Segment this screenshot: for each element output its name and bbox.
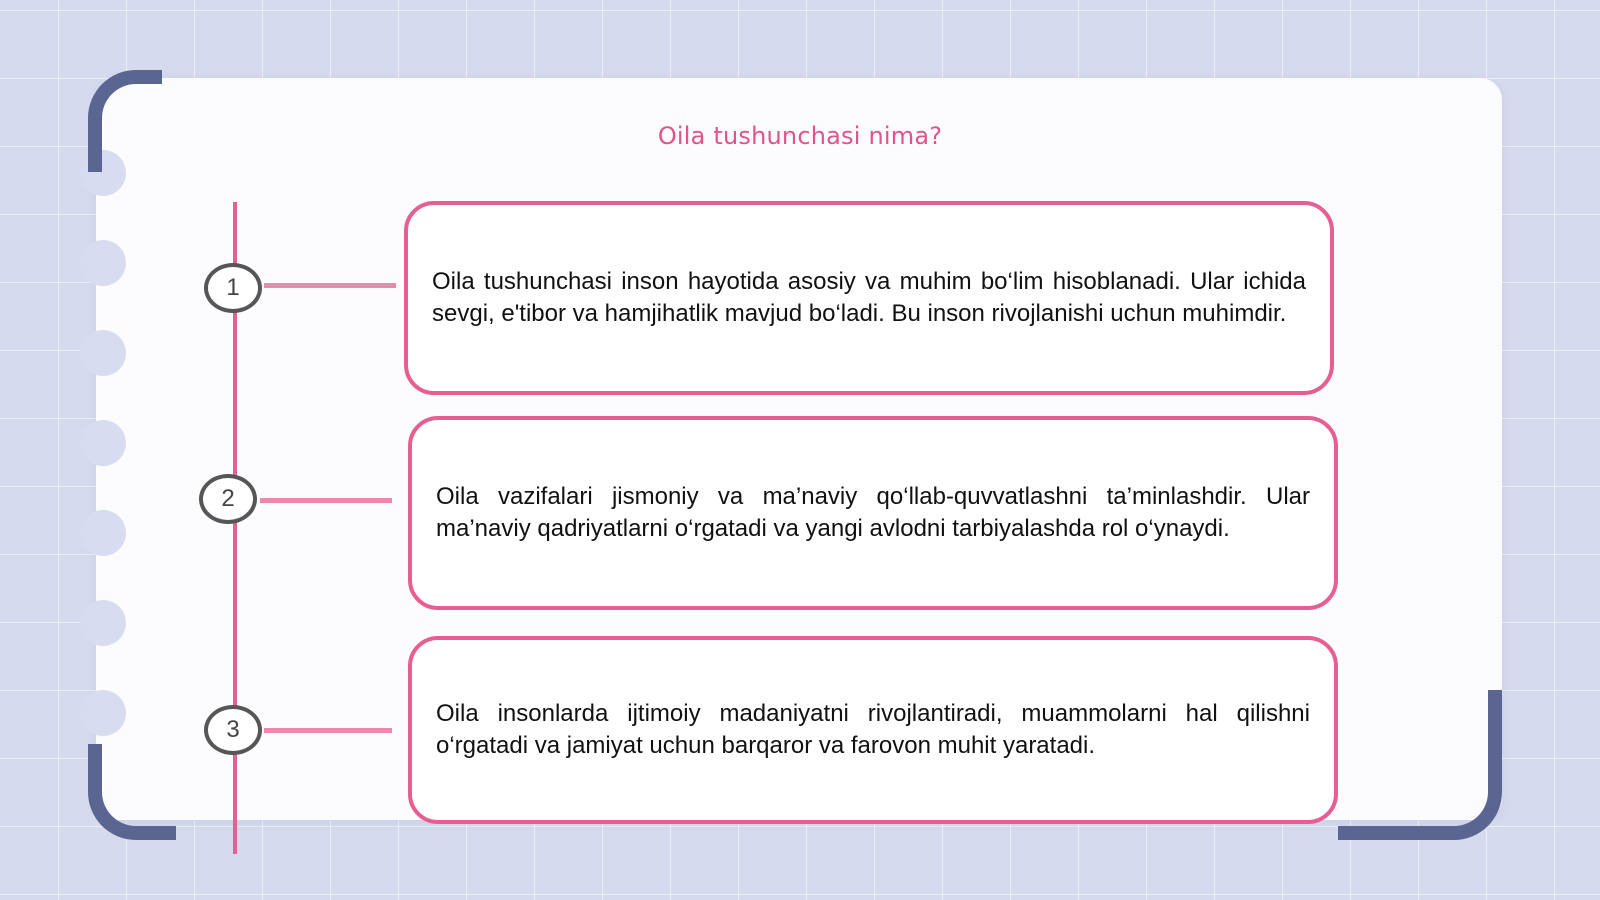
step-card-text: Oila insonlarda ijtimoiy madaniyatni rivojlantiradi, muammolarni hal qilishni o‘rgatadi va jamiyat uchun barqaror va farovon muhit yaratadi. (436, 700, 1310, 759)
step-connector (264, 283, 396, 288)
step-card-text: Oila vazifalari jismoniy va ma’naviy qo‘llab-quvvatlashni ta’minlashdir. Ular ma’naviy qadriyatlarni o‘rgatadi va yangi avlodni tarbiyalashda rol o‘ynaydi. (436, 483, 1310, 542)
corner-bracket-bottom-right (1338, 690, 1502, 840)
step-connector (260, 498, 392, 503)
corner-bracket-bottom-left (88, 744, 176, 840)
corner-bracket-top-left (88, 70, 162, 172)
step-number-3: 3 (204, 705, 262, 755)
slide-title: Oila tushunchasi nima? (657, 122, 943, 150)
paper-notch (80, 510, 126, 556)
paper-notch (80, 240, 126, 286)
step-number-1: 1 (204, 263, 262, 313)
paper-notch (80, 330, 126, 376)
paper-notch (80, 690, 126, 736)
step-number-2: 2 (199, 474, 257, 524)
paper-notch (80, 600, 126, 646)
step-connector (264, 728, 392, 733)
step-card-3 (408, 636, 1338, 824)
step-card-text: Oila tushunchasi inson hayotida asosiy va muhim bo‘lim hisoblanadi. Ular ichida sevgi, e'tibor va hamjihatlik mavjud bo‘ladi. Bu inson rivojlanishi uchun muhimdir. (432, 268, 1306, 327)
step-card-2 (408, 416, 1338, 610)
paper-notch (80, 420, 126, 466)
step-card-1 (404, 201, 1334, 395)
